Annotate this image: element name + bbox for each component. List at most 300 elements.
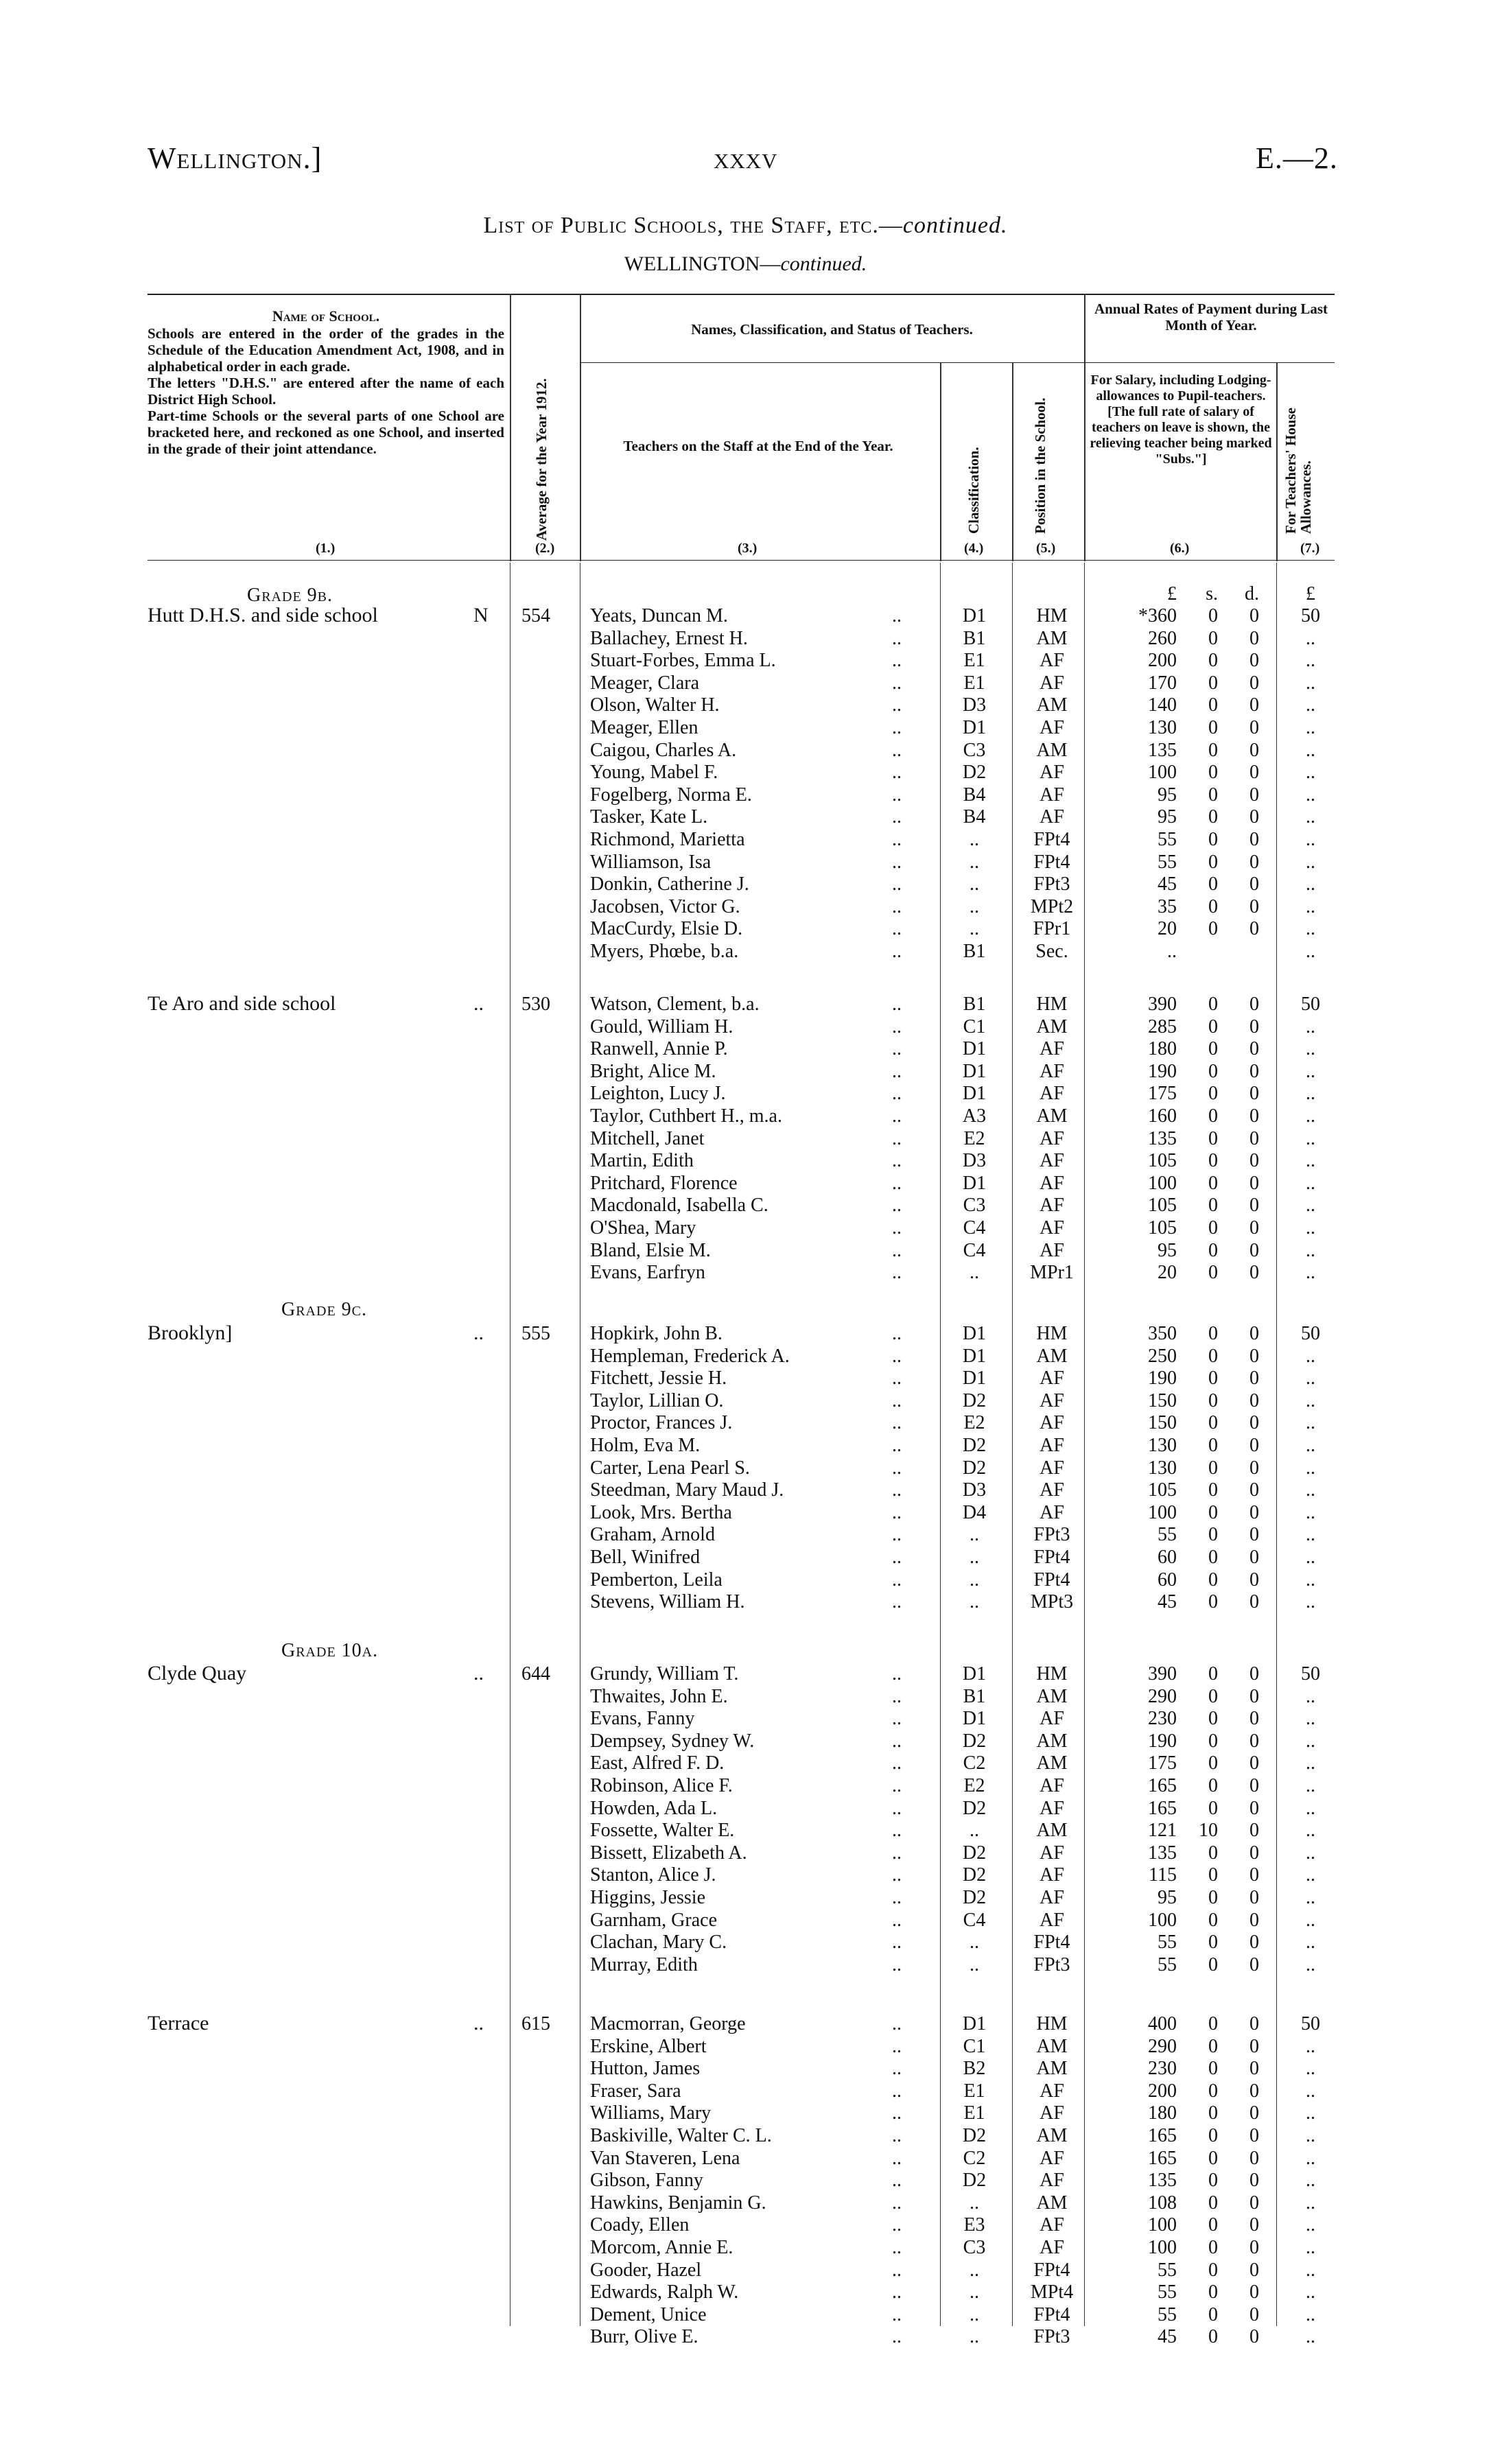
salary-pence: 0 [1249, 739, 1259, 761]
salary-pounds: 135 [1148, 2170, 1177, 2192]
table-row [0, 2170, 1491, 2192]
salary-shillings: 0 [1208, 806, 1218, 828]
title-italic: continued. [902, 213, 1008, 238]
salary-pounds: 180 [1148, 2102, 1177, 2124]
salary-pence: 0 [1249, 2035, 1259, 2057]
salary-pence: 0 [1249, 1864, 1259, 1886]
house-allowance: .. [1306, 1389, 1315, 1411]
teacher-name: Meager, Ellen [590, 717, 698, 738]
table-row [0, 1842, 1491, 1864]
position: AF [1040, 1150, 1064, 1172]
classification: D3 [962, 694, 987, 716]
position: FPt4 [1033, 1569, 1070, 1591]
position: FPt4 [1033, 851, 1070, 873]
classification: D1 [962, 1368, 987, 1389]
classification: E2 [963, 1775, 985, 1796]
salary-shillings: 0 [1208, 2326, 1218, 2348]
salary-pounds: *360 [1138, 605, 1177, 626]
salary-pence: 0 [1249, 2147, 1259, 2169]
teacher-name: Mitchell, Janet [590, 1127, 705, 1149]
table-row [0, 1887, 1491, 1909]
house-allowance: .. [1306, 1887, 1315, 1908]
teacher-name: Hopkirk, John B. [590, 1323, 723, 1344]
teacher-name: Robinson, Alice F. [590, 1775, 733, 1796]
teacher-name: Jacobsen, Victor G. [590, 895, 740, 917]
salary-shillings: 0 [1208, 1708, 1218, 1730]
leader-dots: .. [892, 2326, 902, 2348]
salary-pounds: 95 [1158, 806, 1177, 828]
leader-dots: .. [892, 1389, 902, 1411]
pounds-label: £ [1167, 583, 1177, 605]
house-allowance: .. [1306, 1038, 1315, 1060]
classification: B2 [963, 2058, 986, 2080]
salary-pounds: 135 [1148, 1842, 1177, 1864]
classification: .. [970, 2259, 979, 2281]
leader-dots: .. [892, 1953, 902, 1975]
column-3-header: Teachers on the Staff at the End of the Year. [623, 438, 893, 454]
teacher-name: Myers, Phœbe, b.a. [590, 941, 739, 962]
classification: D1 [962, 1060, 987, 1082]
salary-shillings: 0 [1208, 2035, 1218, 2057]
position: FPt4 [1033, 2303, 1070, 2325]
salary-shillings: 0 [1208, 2102, 1218, 2124]
salary-pence: 0 [1249, 2259, 1259, 2281]
house-allowance: .. [1306, 1953, 1315, 1975]
salary-shillings: 0 [1208, 1932, 1218, 1953]
table-row [0, 740, 1491, 762]
salary-pounds: 55 [1158, 1524, 1177, 1546]
salary-pence: 0 [1249, 1524, 1259, 1546]
position: AF [1040, 2237, 1064, 2258]
leader-dots: .. [892, 994, 902, 1015]
position: FPr1 [1033, 918, 1071, 940]
column-5-header: Position in the School. [1032, 397, 1048, 534]
classification: B4 [963, 806, 986, 828]
position: AF [1040, 1195, 1064, 1217]
position: AF [1040, 1842, 1064, 1864]
table-row [0, 1663, 1491, 1685]
classification: D2 [962, 1730, 987, 1752]
salary-pence: 0 [1249, 873, 1259, 895]
salary-pence: 0 [1249, 2237, 1259, 2258]
classification: E1 [963, 2102, 985, 2124]
table-row [0, 2125, 1491, 2147]
teacher-name: O'Shea, Mary [590, 1217, 696, 1239]
position: FPt3 [1033, 873, 1070, 895]
table-row [0, 1591, 1491, 1613]
rule [510, 294, 511, 561]
classification: C4 [963, 1909, 986, 1931]
table-row [0, 2326, 1491, 2348]
table-row [0, 873, 1491, 895]
salary-pounds: 100 [1148, 1172, 1177, 1194]
classification: D2 [962, 1797, 987, 1819]
house-allowance: .. [1306, 1457, 1315, 1479]
house-allowance: 50 [1301, 605, 1320, 626]
column-number: (5.) [1036, 541, 1056, 556]
table-row [0, 2080, 1491, 2102]
teacher-name: Fraser, Sara [590, 2080, 681, 2102]
salary-shillings: 0 [1208, 1038, 1218, 1060]
position: FPt4 [1033, 1547, 1070, 1568]
salary-shillings: 0 [1208, 1775, 1218, 1796]
salary-shillings: 0 [1208, 672, 1218, 694]
position: AF [1040, 1127, 1064, 1149]
position: AM [1036, 1820, 1068, 1842]
teacher-name: Stanton, Alice J. [590, 1864, 716, 1886]
teacher-name: Murray, Edith [590, 1953, 698, 1975]
salary-pence: 0 [1249, 717, 1259, 738]
teacher-name: Bell, Winifred [590, 1547, 701, 1568]
house-allowance: .. [1306, 1195, 1315, 1217]
teacher-name: Hempleman, Frederick A. [590, 1345, 790, 1367]
house-allowance: .. [1306, 1127, 1315, 1149]
salary-pounds: 165 [1148, 2147, 1177, 2169]
position: AF [1040, 717, 1064, 738]
salary-pence: 0 [1249, 1547, 1259, 1568]
position: AF [1040, 1864, 1064, 1886]
teacher-name: Macdonald, Isabella C. [590, 1195, 768, 1217]
house-allowance: .. [1306, 873, 1315, 895]
table-row [0, 1547, 1491, 1569]
house-allowance: .. [1306, 2147, 1315, 2169]
teacher-name: Richmond, Marietta [590, 829, 745, 850]
average-attendance: 644 [521, 1663, 550, 1685]
teacher-name: Donkin, Catherine J. [590, 873, 749, 895]
house-allowance: .. [1306, 1435, 1315, 1456]
salary-shillings: 0 [1208, 1591, 1218, 1613]
salary-pence: 0 [1249, 1323, 1259, 1344]
salary-pounds: 95 [1158, 784, 1177, 806]
teacher-name: Grundy, William T. [590, 1663, 739, 1685]
house-allowance: .. [1306, 717, 1315, 738]
position: FPt3 [1033, 1524, 1070, 1546]
salary-shillings: 0 [1208, 1016, 1218, 1037]
position: HM [1036, 1323, 1068, 1344]
school-flag: .. [473, 1322, 484, 1344]
salary-shillings: 0 [1208, 1752, 1218, 1774]
school-name-text: Brooklyn] [148, 1322, 233, 1344]
allowance-pounds-label: £ [1306, 583, 1315, 605]
school-name-text: Terrace [148, 2012, 209, 2034]
teacher-name: Macmorran, George [590, 2013, 746, 2034]
salary-pence: 0 [1249, 2102, 1259, 2124]
position: AF [1040, 806, 1064, 828]
salary-pence: 0 [1249, 627, 1259, 649]
salary-pence: 0 [1249, 1932, 1259, 1953]
house-allowance: .. [1306, 2326, 1315, 2348]
table-row [0, 1954, 1491, 1976]
house-allowance: .. [1306, 1730, 1315, 1752]
salary-shillings: 0 [1208, 784, 1218, 806]
column-1-note: The letters "D.H.S." are entered after the name of each District High School. [148, 375, 504, 408]
position: AM [1036, 627, 1068, 649]
salary-pounds: 20 [1158, 1262, 1177, 1284]
position: AF [1040, 1775, 1064, 1796]
teacher-name: Taylor, Lillian O. [590, 1389, 724, 1411]
salary-pence: 0 [1249, 2281, 1259, 2303]
salary-pounds: 100 [1148, 762, 1177, 784]
leader-dots: .. [892, 873, 902, 895]
leader-dots: .. [892, 2058, 902, 2080]
salary-pounds: 290 [1148, 2035, 1177, 2057]
house-allowance: .. [1306, 694, 1315, 716]
table-row [0, 1932, 1491, 1953]
salary-pounds: 105 [1148, 1479, 1177, 1501]
salary-pounds: 100 [1148, 2214, 1177, 2236]
salary-pounds: 390 [1148, 1663, 1177, 1685]
leader-dots: .. [892, 851, 902, 873]
leader-dots: .. [892, 1083, 902, 1105]
salary-shillings: 0 [1208, 1479, 1218, 1501]
teacher-name: Ranwell, Annie P. [590, 1038, 728, 1060]
teacher-name: Clachan, Mary C. [590, 1932, 727, 1953]
salary-shillings: 0 [1208, 2192, 1218, 2214]
table-row [0, 1775, 1491, 1797]
position: AF [1040, 1457, 1064, 1479]
position: AF [1040, 1389, 1064, 1411]
leader-dots: .. [892, 2125, 902, 2146]
column-1-note: Part-time Schools or the several parts of one School are bracketed here, and reckoned as one School, and inserted in the grade of their joint attendance. [148, 408, 504, 457]
position: AM [1036, 1105, 1068, 1127]
leader-dots: .. [892, 2303, 902, 2325]
salary-pounds: 165 [1148, 1797, 1177, 1819]
salary-pounds: 121 [1148, 1820, 1177, 1842]
column-3-group-header: Names, Classification, and Status of Teachers. [691, 321, 973, 338]
teacher-name: Bland, Elsie M. [590, 1239, 711, 1261]
table-row [0, 2013, 1491, 2035]
table-row [0, 1752, 1491, 1774]
salary-pounds: 108 [1148, 2192, 1177, 2214]
table-row [0, 1910, 1491, 1932]
salary-pence: 0 [1249, 829, 1259, 850]
house-allowance: .. [1306, 2214, 1315, 2236]
salary-shillings: 0 [1208, 1262, 1218, 1284]
table-row [0, 852, 1491, 873]
position: AF [1040, 650, 1064, 672]
teacher-name: Graham, Arnold [590, 1524, 715, 1546]
table-row [0, 1240, 1491, 1262]
teacher-name: Ballachey, Ernest H. [590, 627, 748, 649]
table-row [0, 1569, 1491, 1591]
teacher-name: Fitchett, Jessie H. [590, 1368, 727, 1389]
leader-dots: .. [892, 1547, 902, 1568]
table-row [0, 1390, 1491, 1412]
position: MPt2 [1030, 895, 1074, 917]
house-allowance: .. [1306, 2192, 1315, 2214]
leader-dots: .. [892, 2013, 902, 2034]
classification: D2 [962, 1887, 987, 1908]
leader-dots: .. [892, 1016, 902, 1037]
house-allowance: .. [1306, 2281, 1315, 2303]
leader-dots: .. [892, 1887, 902, 1908]
house-allowance: .. [1306, 1060, 1315, 1082]
teacher-name: Bright, Alice M. [590, 1060, 716, 1082]
table-row [0, 1346, 1491, 1368]
classification: E1 [963, 650, 985, 672]
teacher-name: Holm, Eva M. [590, 1435, 701, 1456]
leader-dots: .. [892, 605, 902, 626]
table-row [0, 784, 1491, 806]
classification: B1 [963, 994, 986, 1015]
table-row [0, 1083, 1491, 1105]
leader-dots: .. [892, 2281, 902, 2303]
teacher-name: Erskine, Albert [590, 2035, 707, 2057]
house-allowance: .. [1306, 762, 1315, 784]
table-row [0, 1502, 1491, 1524]
average-attendance: 555 [521, 1323, 550, 1344]
salary-shillings: 0 [1208, 1105, 1218, 1127]
teacher-name: Gould, William H. [590, 1016, 733, 1037]
classification: B4 [963, 784, 986, 806]
classification: E1 [963, 672, 985, 694]
teacher-name: Garnham, Grace [590, 1909, 718, 1931]
salary-shillings: 0 [1208, 851, 1218, 873]
table-row [0, 1128, 1491, 1150]
pence-label: d. [1245, 583, 1259, 605]
house-allowance: .. [1306, 895, 1315, 917]
house-allowance: .. [1306, 650, 1315, 672]
classification: .. [970, 918, 979, 940]
classification: D2 [962, 762, 987, 784]
table-row [0, 1479, 1491, 1501]
salary-pounds: 390 [1148, 994, 1177, 1015]
salary-pence: 0 [1249, 1730, 1259, 1752]
salary-shillings: 0 [1208, 1909, 1218, 1931]
table-row [0, 806, 1491, 828]
leader-dots: .. [892, 1435, 902, 1456]
salary-pence: 0 [1249, 1038, 1259, 1060]
teacher-name: Hawkins, Benjamin G. [590, 2192, 766, 2214]
teacher-name: Pemberton, Leila [590, 1569, 723, 1591]
salary-pence: 0 [1249, 994, 1259, 1015]
teacher-name: Tasker, Kate L. [590, 806, 708, 828]
salary-pence: 0 [1249, 1412, 1259, 1434]
salary-shillings: 0 [1208, 2237, 1218, 2258]
position: AF [1040, 1217, 1064, 1239]
salary-shillings: 0 [1208, 1172, 1218, 1194]
house-allowance: .. [1306, 1864, 1315, 1886]
table-row [0, 1217, 1491, 1239]
table-row [0, 1038, 1491, 1060]
rule [1012, 362, 1013, 561]
leader-dots: .. [892, 1262, 902, 1284]
position: AM [1036, 2035, 1068, 2057]
salary-pence: 0 [1249, 1797, 1259, 1819]
salary-shillings: 0 [1208, 1685, 1218, 1707]
position: AF [1040, 2102, 1064, 2124]
leader-dots: .. [892, 2147, 902, 2169]
house-allowance: .. [1306, 1775, 1315, 1796]
table-row [0, 762, 1491, 784]
salary-pounds: 55 [1158, 829, 1177, 850]
salary-pounds: 60 [1158, 1547, 1177, 1568]
classification: .. [970, 1591, 979, 1613]
classification: .. [970, 1262, 979, 1284]
teacher-name: Bissett, Elizabeth A. [590, 1842, 747, 1864]
salary-shillings: 0 [1208, 1195, 1218, 1217]
teacher-name: Williams, Mary [590, 2102, 712, 2124]
salary-shillings: 0 [1208, 1412, 1218, 1434]
position: AM [1036, 1752, 1068, 1774]
salary-shillings: 0 [1208, 1457, 1218, 1479]
table-row [0, 1262, 1491, 1284]
salary-shillings: 0 [1208, 2058, 1218, 2080]
salary-shillings: 0 [1208, 1239, 1218, 1261]
classification: .. [970, 1524, 979, 1546]
position: AM [1036, 1016, 1068, 1037]
classification: D2 [962, 1435, 987, 1456]
position: AM [1036, 694, 1068, 716]
salary-pounds: 170 [1148, 672, 1177, 694]
salary-pounds: 350 [1148, 1323, 1177, 1344]
house-allowance: .. [1306, 1105, 1315, 1127]
salary-pounds: 100 [1148, 1909, 1177, 1931]
school-flag: .. [473, 2012, 484, 2034]
salary-shillings: 0 [1208, 918, 1218, 940]
salary-shillings: 0 [1208, 2214, 1218, 2236]
salary-pounds: 165 [1148, 2125, 1177, 2146]
salary-shillings: 0 [1208, 694, 1218, 716]
salary-pence: 0 [1249, 1775, 1259, 1796]
salary-pence: 0 [1249, 1105, 1259, 1127]
position: FPt3 [1033, 1953, 1070, 1975]
classification: B1 [963, 1685, 986, 1707]
teacher-name: Dement, Unice [590, 2303, 707, 2325]
table-row [0, 1368, 1491, 1389]
salary-shillings: 0 [1208, 650, 1218, 672]
salary-pounds: 55 [1158, 2281, 1177, 2303]
salary-pence: 0 [1249, 895, 1259, 917]
table-row [0, 1457, 1491, 1479]
salary-shillings: 0 [1208, 994, 1218, 1015]
position: AF [1040, 1239, 1064, 1261]
classification: D1 [962, 717, 987, 738]
salary-shillings: 0 [1208, 1864, 1218, 1886]
salary-shillings: 0 [1208, 1842, 1218, 1864]
salary-shillings: 0 [1208, 762, 1218, 784]
column-number: (1.) [316, 541, 336, 556]
classification: C3 [963, 739, 986, 761]
salary-pounds: 180 [1148, 1038, 1177, 1060]
salary-pounds: 250 [1148, 1345, 1177, 1367]
column-1-title: Name of School. [272, 307, 380, 325]
salary-pounds: 230 [1148, 2058, 1177, 2080]
house-allowance: 50 [1301, 2013, 1320, 2034]
rule [580, 294, 581, 561]
leader-dots: .. [892, 1864, 902, 1886]
classification: D1 [962, 1038, 987, 1060]
classification: .. [970, 2303, 979, 2325]
table-row [0, 1105, 1491, 1127]
classification: D4 [962, 1501, 987, 1523]
salary-pence: 0 [1249, 2013, 1259, 2034]
teacher-name: East, Alfred F. D. [590, 1752, 725, 1774]
house-allowance: .. [1306, 1345, 1315, 1367]
leader-dots: .. [892, 1569, 902, 1591]
classification: .. [970, 895, 979, 917]
page-title [0, 213, 1491, 239]
teacher-name: Stevens, William H. [590, 1591, 745, 1613]
position: AF [1040, 2170, 1064, 2192]
classification: .. [970, 1932, 979, 1953]
position: AF [1040, 1060, 1064, 1082]
teacher-name: Burr, Olive E. [590, 2326, 698, 2348]
leader-dots: .. [892, 895, 902, 917]
position: AF [1040, 784, 1064, 806]
salary-pounds: 285 [1148, 1016, 1177, 1037]
position: AF [1040, 1708, 1064, 1730]
